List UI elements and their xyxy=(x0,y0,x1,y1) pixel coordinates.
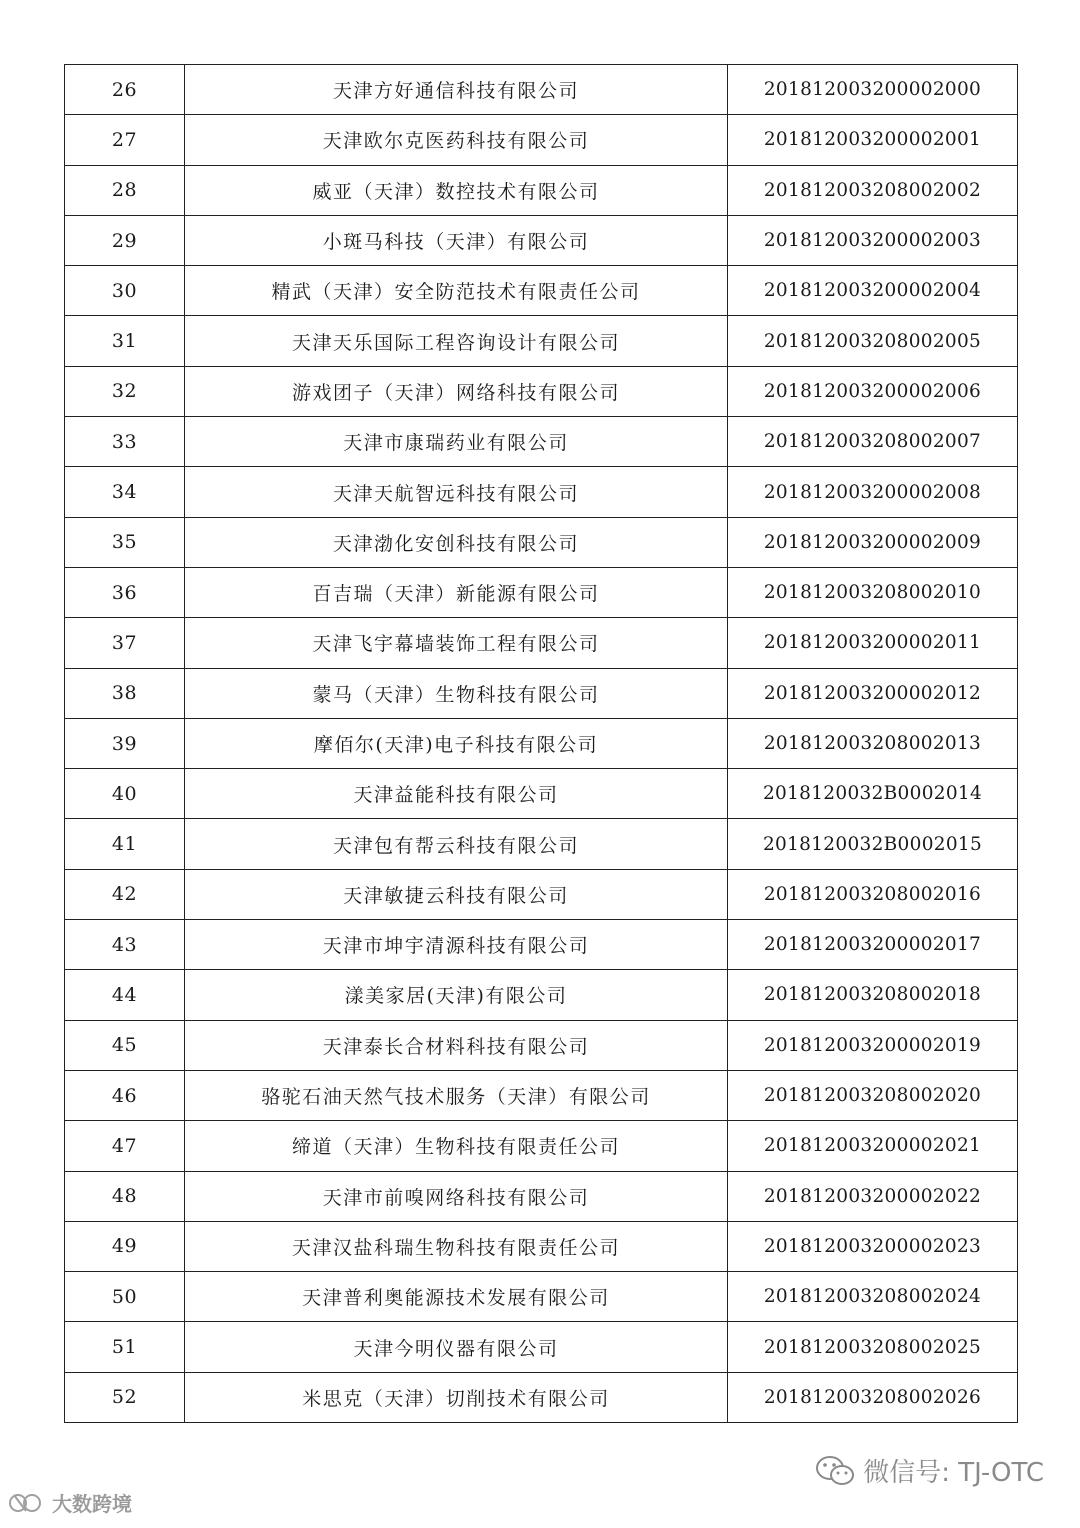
registration-code: 201812003208002007 xyxy=(728,417,1018,467)
registration-code: 201812003208002020 xyxy=(728,1070,1018,1120)
table-row xyxy=(65,1272,1018,1322)
registration-code: 201812003200002003 xyxy=(728,215,1018,265)
company-name: 天津泰长合材料科技有限公司 xyxy=(185,1020,728,1070)
table-body xyxy=(65,65,1018,1423)
row-number: 39 xyxy=(65,718,185,768)
bigdata-logo-icon xyxy=(8,1490,48,1516)
company-name: 米思克（天津）切削技术有限公司 xyxy=(185,1372,728,1422)
row-number: 28 xyxy=(65,165,185,215)
row-number: 26 xyxy=(65,65,185,115)
table-row xyxy=(65,165,1018,215)
registration-code: 201812003208002010 xyxy=(728,567,1018,617)
table-row xyxy=(65,769,1018,819)
row-number: 38 xyxy=(65,668,185,718)
company-name: 游戏团子（天津）网络科技有限公司 xyxy=(185,366,728,416)
table-row xyxy=(65,920,1018,970)
company-name: 天津益能科技有限公司 xyxy=(185,769,728,819)
registration-code: 201812003200002011 xyxy=(728,618,1018,668)
row-number: 30 xyxy=(65,266,185,316)
table-row xyxy=(65,467,1018,517)
watermark-left-text: 大数跨境 xyxy=(52,1492,132,1516)
registration-code: 201812003200002021 xyxy=(728,1121,1018,1171)
registration-code: 201812003200002000 xyxy=(728,65,1018,115)
company-name: 百吉瑞（天津）新能源有限公司 xyxy=(185,567,728,617)
table-row xyxy=(65,718,1018,768)
registration-code: 201812003200002023 xyxy=(728,1221,1018,1271)
table-row xyxy=(65,567,1018,617)
company-list-table xyxy=(64,64,1018,1423)
row-number: 41 xyxy=(65,819,185,869)
company-name: 天津市坤宇清源科技有限公司 xyxy=(185,920,728,970)
registration-code: 201812003200002004 xyxy=(728,266,1018,316)
table-row xyxy=(65,1020,1018,1070)
company-name: 小斑马科技（天津）有限公司 xyxy=(185,215,728,265)
watermark-right-text: 微信号: TJ-OTC xyxy=(863,1458,1044,1488)
registration-code: 201812003208002025 xyxy=(728,1322,1018,1372)
watermark-right xyxy=(815,1452,1044,1489)
registration-code: 201812003208002016 xyxy=(728,869,1018,919)
row-number: 50 xyxy=(65,1272,185,1322)
company-name: 天津欧尔克医药科技有限公司 xyxy=(185,115,728,165)
registration-code: 201812003200002012 xyxy=(728,668,1018,718)
table-row xyxy=(65,1070,1018,1120)
registration-code: 201812003200002009 xyxy=(728,517,1018,567)
table-row xyxy=(65,1171,1018,1221)
row-number: 32 xyxy=(65,366,185,416)
row-number: 51 xyxy=(65,1322,185,1372)
table-row xyxy=(65,970,1018,1020)
table-row xyxy=(65,366,1018,416)
company-name: 骆驼石油天然气技术服务（天津）有限公司 xyxy=(185,1070,728,1120)
registration-code: 201812003200002022 xyxy=(728,1171,1018,1221)
row-number: 37 xyxy=(65,618,185,668)
row-number: 43 xyxy=(65,920,185,970)
row-number: 49 xyxy=(65,1221,185,1271)
company-name: 天津敏捷云科技有限公司 xyxy=(185,869,728,919)
company-name: 天津方好通信科技有限公司 xyxy=(185,65,728,115)
row-number: 45 xyxy=(65,1020,185,1070)
company-name: 天津普利奥能源技术发展有限公司 xyxy=(185,1272,728,1322)
table-row xyxy=(65,819,1018,869)
company-name: 天津天乐国际工程咨询设计有限公司 xyxy=(185,316,728,366)
row-number: 42 xyxy=(65,869,185,919)
registration-code: 201812003208002013 xyxy=(728,718,1018,768)
table-row xyxy=(65,1372,1018,1422)
registration-code: 201812003200002008 xyxy=(728,467,1018,517)
company-name: 天津汉盐科瑞生物科技有限责任公司 xyxy=(185,1221,728,1271)
company-name: 精武（天津）安全防范技术有限责任公司 xyxy=(185,266,728,316)
registration-code: 201812003200002001 xyxy=(728,115,1018,165)
company-name: 天津渤化安创科技有限公司 xyxy=(185,517,728,567)
registration-code: 2018120032B0002014 xyxy=(728,769,1018,819)
row-number: 48 xyxy=(65,1171,185,1221)
row-number: 31 xyxy=(65,316,185,366)
registration-code: 201812003208002002 xyxy=(728,165,1018,215)
registration-code: 201812003208002018 xyxy=(728,970,1018,1020)
row-number: 52 xyxy=(65,1372,185,1422)
table-row xyxy=(65,1221,1018,1271)
registration-code: 201812003208002005 xyxy=(728,316,1018,366)
company-name: 天津飞宇幕墙装饰工程有限公司 xyxy=(185,618,728,668)
registration-code: 201812003208002026 xyxy=(728,1372,1018,1422)
row-number: 33 xyxy=(65,417,185,467)
table-row xyxy=(65,618,1018,668)
table-row xyxy=(65,115,1018,165)
row-number: 29 xyxy=(65,215,185,265)
table-row xyxy=(65,517,1018,567)
registration-code: 201812003208002024 xyxy=(728,1272,1018,1322)
company-name: 蒙马（天津）生物科技有限公司 xyxy=(185,668,728,718)
company-name: 天津包有帮云科技有限公司 xyxy=(185,819,728,869)
row-number: 27 xyxy=(65,115,185,165)
table-row xyxy=(65,869,1018,919)
wechat-icon xyxy=(815,1454,855,1488)
company-name: 摩佰尔(天津)电子科技有限公司 xyxy=(185,718,728,768)
table-row xyxy=(65,668,1018,718)
table-row xyxy=(65,417,1018,467)
company-name: 漾美家居(天津)有限公司 xyxy=(185,970,728,1020)
company-name: 威亚（天津）数控技术有限公司 xyxy=(185,165,728,215)
row-number: 46 xyxy=(65,1070,185,1120)
company-name: 天津今明仪器有限公司 xyxy=(185,1322,728,1372)
table-row xyxy=(65,65,1018,115)
registration-code: 201812003200002006 xyxy=(728,366,1018,416)
company-name: 天津市康瑞药业有限公司 xyxy=(185,417,728,467)
registration-code: 2018120032B0002015 xyxy=(728,819,1018,869)
registration-code: 201812003200002019 xyxy=(728,1020,1018,1070)
row-number: 36 xyxy=(65,567,185,617)
row-number: 34 xyxy=(65,467,185,517)
table-row xyxy=(65,316,1018,366)
row-number: 44 xyxy=(65,970,185,1020)
table-row xyxy=(65,215,1018,265)
row-number: 35 xyxy=(65,517,185,567)
row-number: 40 xyxy=(65,769,185,819)
registration-code: 201812003200002017 xyxy=(728,920,1018,970)
table-row xyxy=(65,1121,1018,1171)
watermark-left xyxy=(8,1488,132,1517)
table-row xyxy=(65,1322,1018,1372)
row-number: 47 xyxy=(65,1121,185,1171)
company-name: 天津市前嗅网络科技有限公司 xyxy=(185,1171,728,1221)
company-name: 缔道（天津）生物科技有限责任公司 xyxy=(185,1121,728,1171)
table-row xyxy=(65,266,1018,316)
company-name: 天津天航智远科技有限公司 xyxy=(185,467,728,517)
